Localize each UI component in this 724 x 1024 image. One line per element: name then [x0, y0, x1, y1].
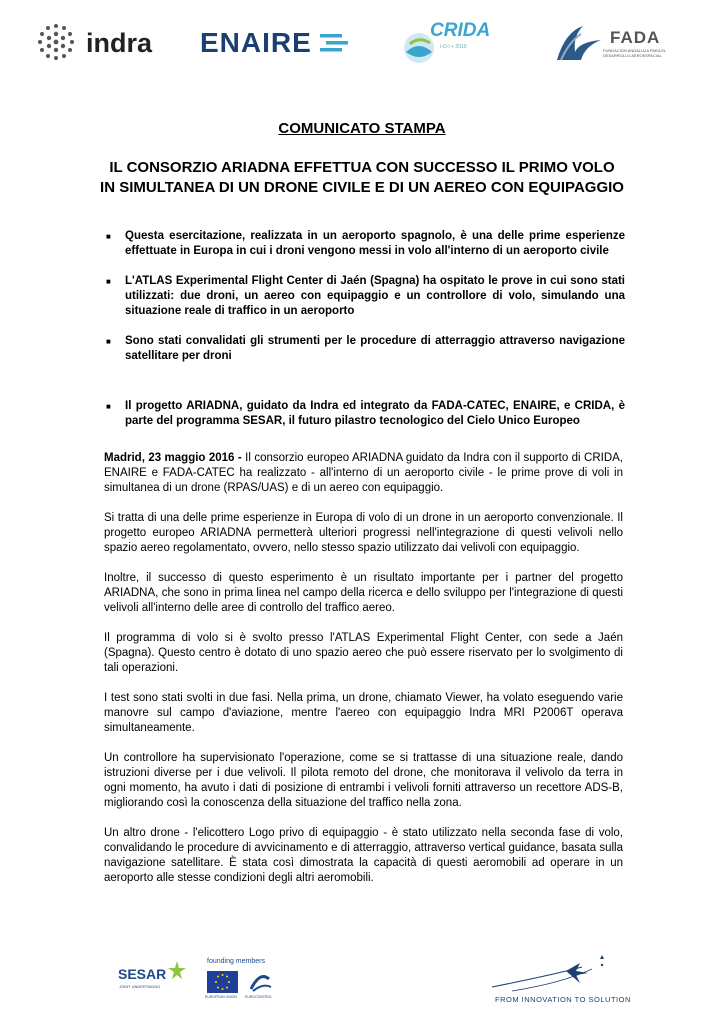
list-item: ■ L'ATLAS Experimental Flight Center di Jaén (Spagna) ha ospitato le prove in cui sono stati utilizzati: due droni, un aereo con equipaggio e un controllore di volo, simulando una situazione reale di traffico in un aeroporto — [106, 275, 625, 317]
fada-logo — [553, 18, 673, 70]
paragraph: Inoltre, il successo di questo esperimento è un risultato importante per i partner del progetto ARIADNA, che sono in prima linea nel campo della ricerca e dello sviluppo per l'integrazione di questi velivoli all'interno delle aree di controllo del traffico aereo. — [104, 572, 623, 614]
list-item: ■ Il progetto ARIADNA, guidato da Indra ed integrato da FADA-CATEC, ENAIRE, e CRIDA, è parte del programma SESAR, il futuro pilastro tecnologico del Cielo Unico Europeo — [106, 400, 625, 427]
enaire-wordmark: ENAIRE — [200, 27, 312, 58]
list-item: ■ Questa esercitazione, realizzata in un aeroporto spagnolo, è una delle prime esperienze effettuate in Europa in cui i droni vengono messi in volo all'interno di un aeroporto civile — [106, 230, 625, 257]
fada-wordmark: FADA — [610, 28, 661, 47]
sesar-wordmark: SESAR — [118, 966, 167, 982]
paragraph: Un controllore ha supervisionato l'operazione, come se si trattasse di una situazione reale, dando istruzioni diverse per i due velivoli. Il pilota remoto del drone, che monitorava il velivolo da terra in ogni momento, ha avuto i dati di posizione di entrambi i velivoli forniti attraverso un recettore ADS-B, migliorando così la conoscenza della situazione del traffico nella zona. — [104, 752, 623, 809]
enaire-arrow-icon — [320, 34, 348, 52]
headline: IL CONSORZIO ARIADNA EFFETTUA CON SUCCESSO IL PRIMO VOLO IN SIMULTANEA DI UN DRONE CIVILE E DI UN AEREO CON EQUIPAGGIO — [100, 159, 624, 196]
founding-caption: founding members — [207, 958, 265, 965]
crida-logo — [400, 18, 500, 70]
indra-dots-icon — [36, 22, 76, 62]
dateline: Madrid, 23 maggio 2016 - — [104, 452, 242, 464]
paragraph: I test sono stati svolti in due fasi. Nella prima, un drone, chiamato Viewer, ha volato eseguendo varie manovre sul campo d'aviazione, mentre l'aereo con equipaggio Indra MRI P2006T operava simultaneamente. — [104, 692, 623, 734]
list-item: ■ Sono stati convalidati gli strumenti per le procedure di atterraggio attraverso navigazione satellitare per droni — [106, 335, 625, 362]
paragraph: Si tratta di una delle prime esperienze in Europa di volo di un drone in un aeroporto convenzionale. Il progetto europeo ARIADNA permetterà ulteriori progressi nell'integrazione di questi velivoli nello spazio aereo regolamentato, ovvero, nello stesso spazio utilizzato dai velivoli con equipaggio. — [104, 512, 623, 554]
indra-logo — [36, 22, 166, 62]
eurocontrol-icon — [247, 971, 273, 993]
paragraph: Madrid, 23 maggio 2016 - Il consorzio europeo ARIADNA guidato da Indra con il supporto di CRIDA, ENAIRE e FADA-CATEC ha realizzato - all'interno di un aeroporto civile - le prime prove di voli in simultanea di un drone (RPAS/UAS) e di un aereo con equipaggio. — [104, 452, 623, 494]
sesar-subtitle: JOINT UNDERTAKING — [119, 984, 161, 989]
document-title: COMUNICATO STAMPA — [278, 120, 446, 137]
tagline-logo — [492, 955, 632, 1010]
tagline: FROM INNOVATION TO SOLUTION — [495, 995, 631, 1004]
enaire-logo — [200, 22, 360, 62]
founding-members — [207, 958, 287, 1008]
bullet-icon: ■ — [106, 337, 111, 346]
article-body — [104, 451, 623, 901]
crida-wordmark: CRIDA — [430, 20, 491, 41]
indra-wordmark: indra — [86, 28, 153, 58]
eurocontrol-label: EUROCONTROL — [245, 995, 273, 999]
paragraph: Un altro drone - l'elicottero Logo privo di equipaggio - è stato utilizzato nella seconda fase di volo, convalidando le procedure di avvicinamento e di atterraggio, attraverso vertical guidance, basata sulla navigazione satellitare. È stata così dimostrata la capacità di questi aeromobili ad operare in un aeroporto alle stesse condizioni degli altri aeromobili. — [104, 827, 623, 884]
flight-path-icon — [492, 955, 632, 995]
bullet-icon: ■ — [106, 402, 111, 411]
eu-flag-icon — [207, 971, 238, 993]
sesar-stars-icon — [166, 960, 188, 982]
sesar-logo — [118, 960, 188, 1000]
fada-wing-icon — [555, 22, 605, 62]
paragraph: Il programma di volo si è svolto presso l'ATLAS Experimental Flight Center, con sede a Jaén (Spagna). Questo centro è dotato di uno spazio aereo che può essere riservato per lo svolgimento di tali operazioni. — [104, 632, 623, 674]
crida-subtitle: I-D-I + 2010 — [440, 44, 467, 50]
bullet-icon: ■ — [106, 232, 111, 241]
fada-subtitle: FUNDACIÓN ANDALUZA PARA EL DESARROLLO AEROESPACIAL — [603, 48, 667, 58]
key-points-list — [106, 229, 625, 429]
eu-label: EUROPEAN UNION — [205, 995, 237, 999]
bullet-icon: ■ — [106, 277, 111, 286]
